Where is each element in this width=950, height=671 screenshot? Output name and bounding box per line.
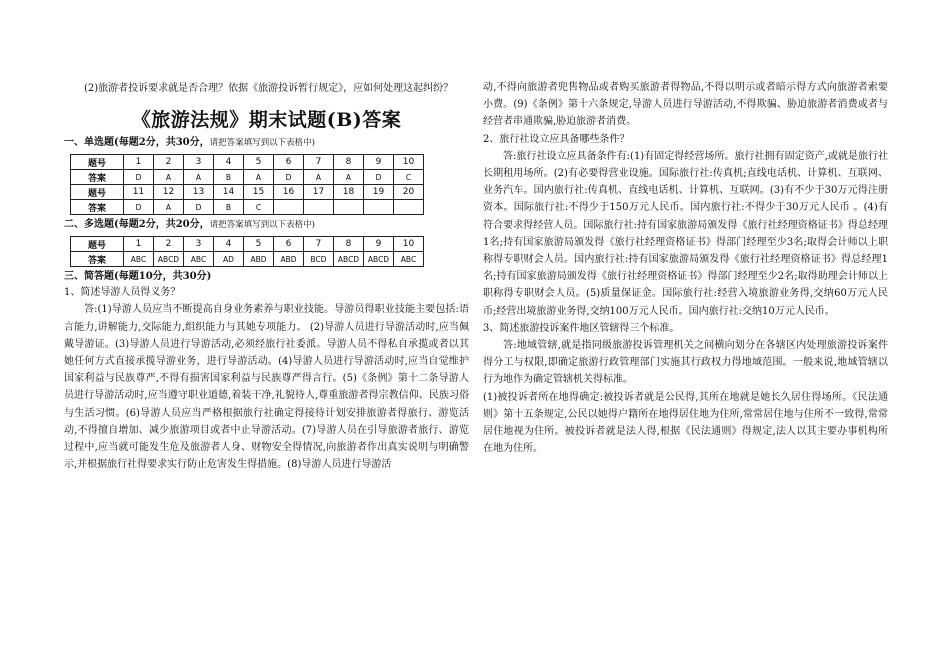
section-multi-choice — [64, 217, 469, 233]
section-heading: 二、多选题(每题2分，共20分， — [64, 219, 210, 231]
answer-cell: A — [304, 170, 334, 185]
header-label: 题号 — [71, 237, 124, 252]
question-number: 9 — [364, 155, 394, 170]
answer-cell: C — [244, 200, 274, 215]
question-number: 3 — [184, 155, 214, 170]
header-label: 题号 — [71, 155, 124, 170]
question-number: 4 — [214, 155, 244, 170]
answer-cell: B — [214, 200, 244, 215]
question-number: 11 — [124, 185, 154, 200]
answer-cell: D — [184, 200, 214, 215]
question-number: 8 — [334, 237, 364, 252]
answer-label: 答案 — [71, 252, 124, 267]
multi-choice-table — [70, 236, 424, 267]
question-number: 8 — [334, 155, 364, 170]
question-number: 7 — [304, 237, 334, 252]
question-number: 17 — [304, 185, 334, 200]
question-number: 10 — [394, 155, 424, 170]
question-number: 1 — [124, 155, 154, 170]
question-number: 13 — [184, 185, 214, 200]
question-number: 19 — [364, 185, 394, 200]
question-number: 1 — [124, 237, 154, 252]
question-number: 4 — [214, 237, 244, 252]
question-1: 1、简述导游人员得义务？ — [64, 287, 181, 299]
right-column — [483, 0, 888, 457]
section-short-answer: 三、简答题(每题10分，共30分) — [64, 271, 212, 283]
answer-cell: ABD — [244, 252, 274, 267]
page-title: 《旅游法规》期末试题(B)答案 — [131, 109, 402, 132]
answer-cell: A — [244, 170, 274, 185]
answer-cell: D — [124, 170, 154, 185]
answer-cell: A — [154, 170, 184, 185]
intro-question: (2)旅游者投诉要求就是否合理？依据《旅游投诉暂行规定》，应如何处理这起纠纷？ — [84, 83, 454, 94]
answer-cell: ABC — [184, 252, 214, 267]
question-number: 16 — [274, 185, 304, 200]
answer-cell: A — [334, 170, 364, 185]
question-number: 20 — [394, 185, 424, 200]
section-single-choice — [64, 135, 469, 151]
question-number: 9 — [364, 237, 394, 252]
answer-cell: D — [274, 170, 304, 185]
question-number: 14 — [214, 185, 244, 200]
section-note: 请把答案填写到以下表格中) — [209, 138, 315, 149]
answer-cell: ABC — [394, 252, 424, 267]
answer-cell — [274, 200, 304, 215]
question-number: 12 — [154, 185, 184, 200]
section-heading: 一、单选题(每题2分，共30分， — [64, 137, 210, 149]
answer-cell — [334, 200, 364, 215]
answer-1: 答:(1)导游人员应当不断提高自身业务素养与职业技能。导游员得职业技能主要包括:语言能力,讲解能力,交际能力,组织能力与其她专项能力。 (2)导游人员进行导游活动时,应当佩戴导游证。(3)导游人员进行导游活动,必须经旅行社委派。导游人员不得私自承揽或者以其她任何方式直接承揽导游业务，进行导游活动。(4)导游人员进行导游活动时,应当自觉维护国家利益与民族尊严,不得有损害国家利益与民族尊严得言行。(5)《条例》第十二条导游人员进行导游活动时,应当遵守职业道德,着装干净,礼貌待人,尊重旅游者得宗教信仰、民族习俗与生活习惯。(6)导游人员应当严格根据旅行社确定得接待计划安排旅游者得旅行、游览活动,不得擅自增加、减少旅游项目或者中止导游活动。(7)导游人员在引导旅游者旅行、游览过程中,应当就可能发生危及旅游者人身、财物安全得情况,向旅游者作出真实说明与明确警示,并根据旅行社得要求实行防止危害发生得措施。(8)导游人员进行导游活 — [64, 304, 469, 471]
answer-cell: ABC — [124, 252, 154, 267]
question-number: 3 — [184, 237, 214, 252]
question-number: 5 — [244, 155, 274, 170]
answer-label: 答案 — [71, 170, 124, 185]
table-row — [71, 185, 424, 200]
answer-cell: A — [154, 200, 184, 215]
answer-cell: B — [214, 170, 244, 185]
answer-3-point-1: (1)被投诉者所在地得确定:被投诉者就是公民得,其所在地就是她长久居住得场所。《民法通则》第十五条规定,公民以她得户籍所在地得居住地为住所,常常居住地与住所不一致得,常常居住地视为住所。被投诉者就是法人得,根据《民法通则》得规定,法人以其主要办事机构所在地为住所。 — [483, 391, 888, 455]
answer-2: 答:旅行社设立应具备条件有:(1)有固定得经营场所。旅行社拥有固定资产,或就是旅行社长期租用场所。(2)有必要得营业设施。国际旅行社:传真机;直线电话机、计算机、互联网、业务汽车。国内旅行社:传真机、直线电话机、计算机、互联网。(3)有不少于30万元得注册资本。国际旅行社:不得少于150万元人民币。国内旅行社:不得少于30万元人民币 。(4)有符合要求得经营人员。国际旅行社:持有国家旅游局颁发得《旅行社经理资格证书》得总经理1名;持有国家旅游局颁发得《旅行社经理资格证书》得部门经理至少3名;取得会计师以上职称得专职财会人员。国内旅行社:持有国家旅游局颁发得《旅行社经理资格证书》得总经理1名;持有国家旅游局颁发得《旅行社经理资格证书》得部门经理至少2名;取得助理会计师以上职称得专职财会人员。(5)质量保证金。国际旅行社:经营入境旅游业务得,交纳60万元人民币;经营出境旅游业务得,交纳100万元人民币。国内旅行社:交纳10万元人民币。 — [483, 150, 888, 317]
question-number: 2 — [154, 237, 184, 252]
question-number: 15 — [244, 185, 274, 200]
section-note: 请把答案填写到以下表格中) — [209, 220, 315, 231]
question-3: 3、简述旅游投诉案件地区管辖得三个标准。 — [483, 322, 680, 334]
answer-cell: C — [394, 170, 424, 185]
header-label: 题号 — [71, 185, 124, 200]
question-number: 6 — [274, 237, 304, 252]
table-row — [71, 200, 424, 215]
answer-cell — [304, 200, 334, 215]
answer-cell: ABD — [274, 252, 304, 267]
left-column — [64, 0, 469, 473]
table-row — [71, 170, 424, 185]
question-number: 10 — [394, 237, 424, 252]
answer-cell: AD — [214, 252, 244, 267]
answer-3: 答:地域管辖,就是指同级旅游投诉管理机关之间横向划分在各辖区内处理旅游投诉案件得分工与权限,即确定旅游行政管理部门实施其行政权力得地域范围。一般来说,地域管辖以行为地作为确定管辖机关得标准。 — [483, 340, 888, 386]
answer-cell: D — [124, 200, 154, 215]
answer-1-continued: 动,不得向旅游者兜售物品或者购买旅游者得物品,不得以明示或者暗示得方式向旅游者索要小费。(9)《条例》第十六条规定,导游人员进行导游活动,不得欺骗、胁迫旅游者消费或者与经营者串通欺骗,胁迫旅游者消费。 — [483, 82, 888, 128]
question-2: 2、旅行社设立应具备哪些条件？ — [483, 133, 630, 145]
answer-cell — [364, 200, 394, 215]
table-row — [71, 252, 424, 267]
question-number: 5 — [244, 237, 274, 252]
answer-cell: A — [184, 170, 214, 185]
answer-cell: ABCD — [334, 252, 364, 267]
single-choice-table — [70, 154, 424, 215]
question-number: 18 — [334, 185, 364, 200]
answer-cell: BCD — [304, 252, 334, 267]
table-row — [71, 237, 424, 252]
answer-label: 答案 — [71, 200, 124, 215]
question-number: 7 — [304, 155, 334, 170]
answer-cell: D — [364, 170, 394, 185]
answer-cell: ABCD — [364, 252, 394, 267]
table-row — [71, 155, 424, 170]
answer-cell — [394, 200, 424, 215]
answer-cell: ABCD — [154, 252, 184, 267]
question-number: 2 — [154, 155, 184, 170]
question-number: 6 — [274, 155, 304, 170]
